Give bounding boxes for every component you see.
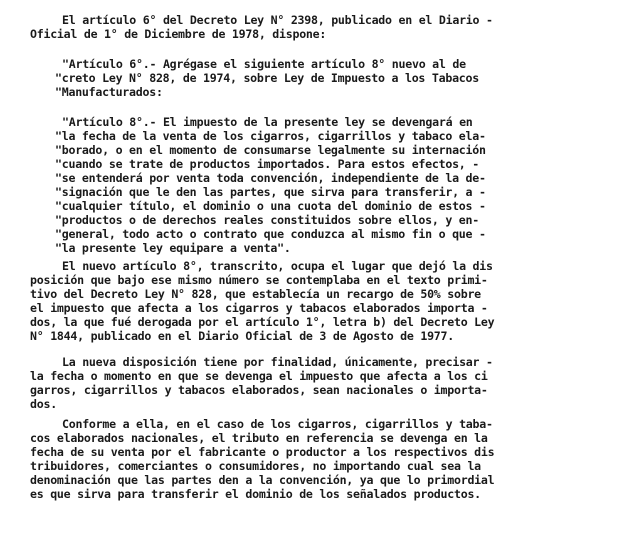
quote2-line-5: "se entenderá por venta toda convención, independiente de la de- [55,171,486,185]
quote2-line-8: "productos o de derechos reales constituidos sobre ellos, y en- [55,213,479,227]
para3-line-5: denominación que las partes den a la convención, ya que lo primordial [30,473,495,487]
para1-line-6: N° 1844, publicado en el Diario Oficial de 3 de Agosto de 1977. [30,329,454,343]
para3-line-3: fecha de su venta por el fabricante o productor a los respectivos dis [30,445,495,459]
para3-line-2: cos elaborados nacionales, el tributo en referencia se devenga en la [30,431,488,445]
intro-line-1: El artículo 6° del Decreto Ley N° 2398, publicado en el Diario - [62,13,493,27]
quote2-line-10: "la presente ley equipare a venta". [55,241,291,255]
para1-line-3: tivo del Decreto Ley N° 828, que establecía un recargo de 50% sobre [30,287,481,301]
quote2-line-1: "Artículo 8°.- El impuesto de la presente ley se devengará en [62,115,473,129]
para3-line-1: Conforme a ella, en el caso de los cigarros, cigarrillos y taba- [62,417,493,431]
quote2-line-9: "general, todo acto o contrato que conduzca al mismo fin o que - [55,227,486,241]
para2-line-2: la fecha o momento en que se devenga el impuesto que afecta a los ci [30,369,488,383]
quote2-line-7: "cualquier título, el dominio o una cuota del dominio de estos - [55,199,486,213]
quote2-line-4: "cuando se trate de productos importados. Para estos efectos, - [55,157,479,171]
para2-line-3: garros, cigarrillos y tabacos elaborados, sean nacionales o importa- [30,383,488,397]
quote1-line-2: "creto Ley N° 828, de 1974, sobre Ley de Impuesto a los Tabacos [55,71,479,85]
para1-line-4: el impuesto que afecta a los cigarros y tabacos elaborados importa - [30,301,488,315]
para2-line-4: dos. [30,397,57,411]
para2-line-1: La nueva disposición tiene por finalidad, únicamente, precisar - [62,355,493,369]
para1-line-2: posición que bajo ese mismo número se contemplaba en el texto primi- [30,273,488,287]
quote2-line-6: "signación que le den las partes, que sirva para transferir, a - [55,185,486,199]
quote1-line-3: "Manufacturados: [55,85,163,99]
quote1-line-1: "Artículo 6°.- Agrégase el siguiente artículo 8° nuevo al de [62,57,466,71]
para3-line-4: tribuidores, comerciantes o consumidores, no importando cual sea la [30,459,481,473]
intro-line-2: Oficial de 1° de Diciembre de 1978, dispone: [30,27,327,41]
para3-line-6: es que sirva para transferir el dominio de los señalados productos. [30,487,481,501]
para1-line-1: El nuevo artículo 8°, transcrito, ocupa el lugar que dejó la dis [62,259,493,273]
quote2-line-2: "la fecha de la venta de los cigarros, cigarrillos y tabaco ela- [55,129,486,143]
quote2-line-3: "borado, o en el momento de consumarse legalmente su internación [55,143,486,157]
para1-line-5: dos, la que fué derogada por el artículo 1°, letra b) del Decreto Ley [30,315,495,329]
